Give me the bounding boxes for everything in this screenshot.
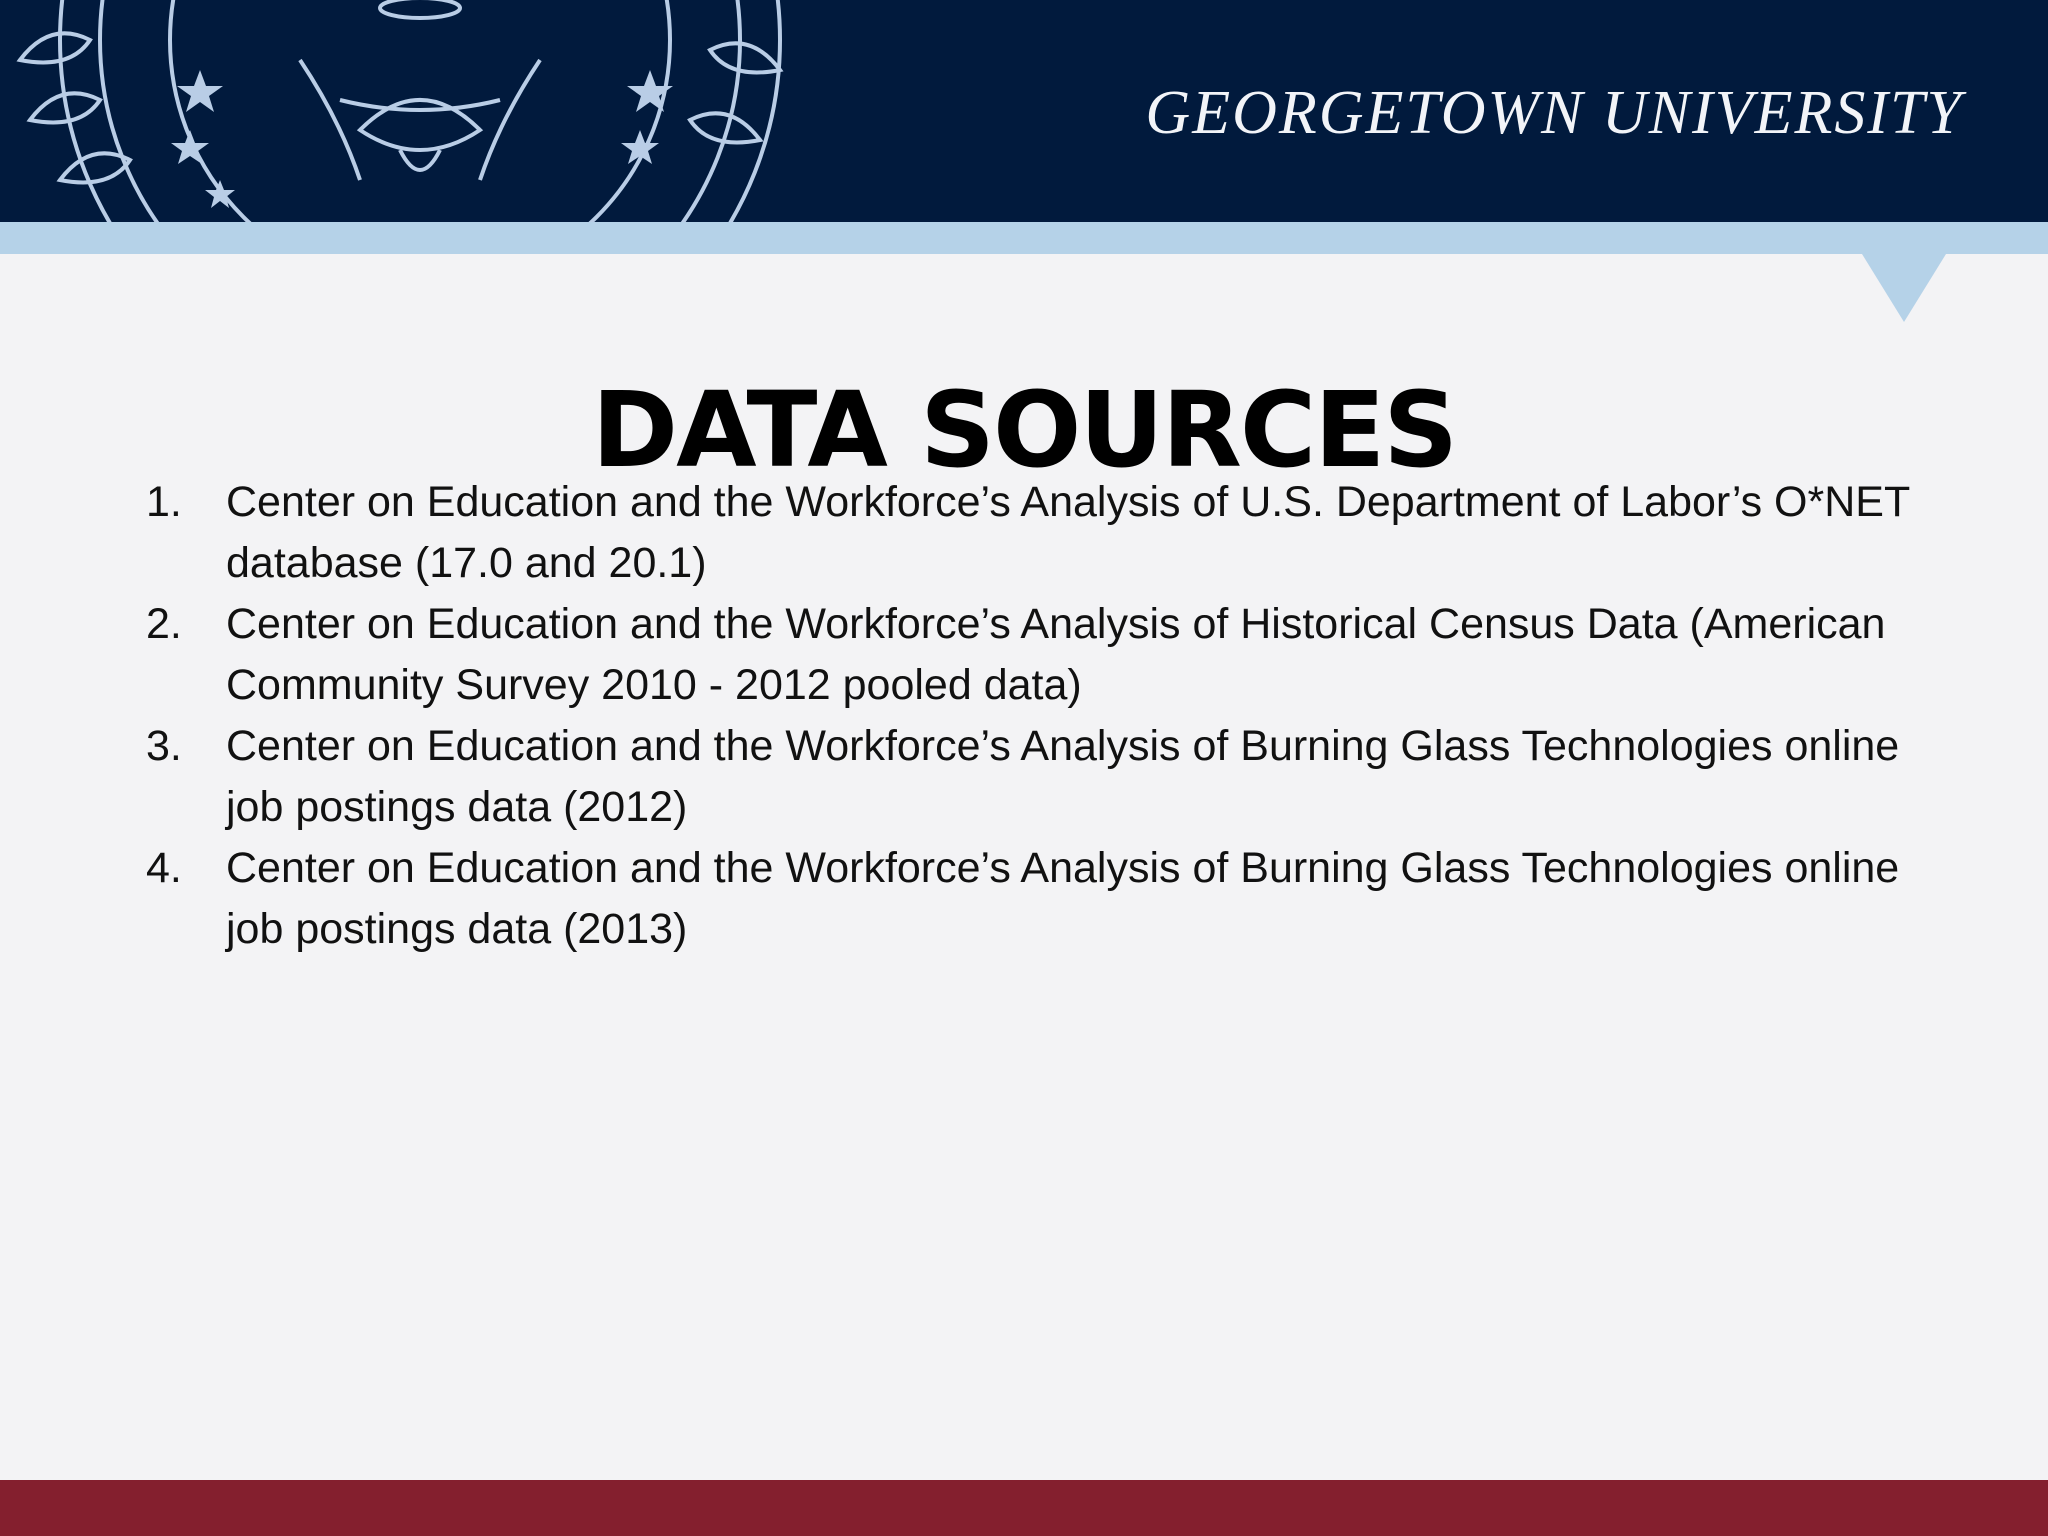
- list-item-text: Center on Education and the Workforce’s Analysis of Burning Glass Technologies online job postings data (2013): [226, 844, 1900, 953]
- list-item-text: Center on Education and the Workforce’s Analysis of U.S. Department of Labor’s O*NET database (17.0 and 20.1): [226, 478, 1910, 587]
- header-banner: [0, 0, 2048, 222]
- list-item-number: 3.: [146, 722, 182, 770]
- list-item: [146, 472, 1946, 594]
- list-item-text: Center on Education and the Workforce’s Analysis of Burning Glass Technologies online job postings data (2012): [226, 722, 1900, 831]
- data-sources-list: [146, 472, 1946, 960]
- university-seal-icon: [0, 0, 860, 222]
- list-item: [146, 594, 1946, 716]
- university-wordmark: GEORGETOWN UNIVERSITY: [1145, 79, 1963, 147]
- list-item-number: 4.: [146, 844, 182, 892]
- slide-title: DATA SOURCES: [591, 368, 1457, 491]
- list-item-number: 1.: [146, 478, 182, 526]
- list-item-text: Center on Education and the Workforce’s Analysis of Historical Census Data (American Community Survey 2010 - 2012 pooled data): [226, 600, 1886, 709]
- list-item-number: 2.: [146, 600, 182, 648]
- accent-notch: [1862, 254, 1946, 322]
- list-item: [146, 838, 1946, 960]
- list-item: [146, 716, 1946, 838]
- accent-stripe: [0, 222, 2048, 254]
- footer-bar: [0, 1480, 2048, 1536]
